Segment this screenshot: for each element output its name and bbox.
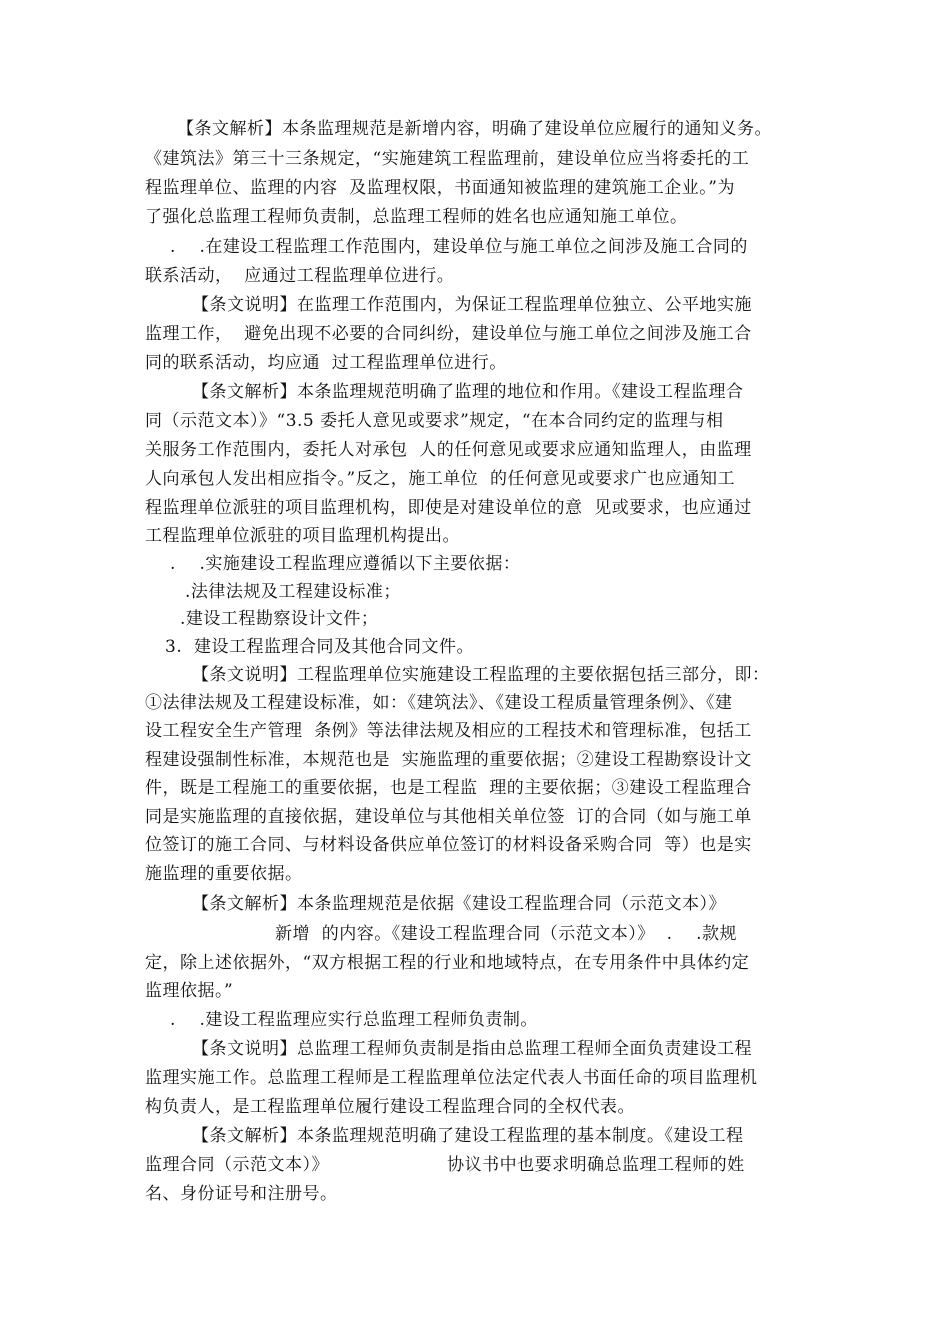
text-line: . .实施建设工程监理应遵循以下主要依据： [170,554,521,574]
text-line: 件，既是工程施工的重要依据，也是工程监 理的主要依据；③建设工程监理合 [145,778,752,798]
text-line: 定，除上述依据外，“双方根据工程的行业和地域特点，在专用条件中具体约定 [145,953,750,973]
text-line: 【条文解析】本条监理规范明确了监理的地位和作用。《建设工程监理合 [192,382,744,402]
text-line: 设工程安全生产管理 条例》等法律法规及相应的工程技术和管理标准，包括工 [145,721,752,741]
text-line: 程建设强制性标准，本规范也是 实施监理的重要依据；②建设工程勘察设计文 [145,750,752,770]
text-line: 联系活动， 应通过工程监理单位进行。 [145,266,455,286]
text-line: 程监理单位、监理的内容 及监理权限，书面通知被监理的建筑施工企业。”为 [145,178,735,198]
text-line: 【条文说明】总监理工程师负责制是指由总监理工程师全面负责建设工程 [192,1039,752,1059]
text-line: 了强化总监理工程师负责制，总监理工程师的姓名也应通知施工单位。 [145,207,688,227]
text-line: 同的联系活动，均应通 过工程监理单位进行。 [145,353,507,373]
text-line: 监理合同（示范文本）》 协议书中也要求明确总监理工程师的姓 [145,1155,745,1175]
text-line: 【条文说明】工程监理单位实施建设工程监理的主要依据包括三部分，即： [192,665,770,685]
text-line: . .在建设工程监理工作范围内，建设单位与施工单位之间涉及施工合同的 [170,237,748,257]
text-line: .法律法规及工程建设标准； [185,582,401,602]
text-line: ①法律法规及工程建设标准，如：《建筑法》、《建设工程质量管理条例》、《建 [145,693,733,713]
text-line: 【条文解析】本条监理规范是依据《建设工程监理合同（示范文本）》 [192,894,726,914]
text-line: . .建设工程监理应实行总监理工程师负责制。 [170,1010,538,1030]
text-line: 监理依据。” [145,981,234,1001]
text-line: 构负责人，是工程监理单位履行建设工程监理合同的全权代表。 [145,1097,635,1117]
text-line: 同（示范文本）》“3.5 委托人意见或要求”规定，“在本合同约定的监理与相 [145,411,724,431]
text-line: 新增 的内容。《建设工程监理合同（示范文本）》 . .款规 [275,924,738,944]
text-line: 3. 建设工程监理合同及其他合同文件。 [165,637,475,657]
text-line: 程监理单位派驻的项目监理机构，即使是对建设单位的意 见或要求，也应通过 [145,498,752,518]
text-line: 监理实施工作。总监理工程师是工程监理单位法定代表人书面任命的项目监理机 [145,1068,758,1088]
text-line: 同是实施监理的直接依据，建设单位与其他相关单位签 订的合同（如与施工单 [145,807,752,827]
text-line: .建设工程勘察设计文件； [180,609,379,629]
text-line: 名、身份证号和注册号。 [145,1184,338,1204]
text-line: 施监理的重要依据。 [145,864,303,884]
text-line: 工程监理单位派驻的项目监理机构提出。 [145,526,460,546]
text-line: 【条文解析】本条监理规范明确了建设工程监理的基本制度。《建设工程 [192,1126,744,1146]
text-line: 人向承包人发出相应指令。”反之，施工单位 的任何意见或要求广也应通知工 [145,469,735,489]
text-line: 【条文解析】本条监理规范是新增内容，明确了建设单位应履行的通知义务。 [177,119,772,139]
text-line: 《建筑法》第三十三条规定，“实施建筑工程监理前，建设单位应当将委托的工 [145,149,750,169]
text-line: 【条文说明】在监理工作范围内，为保证工程监理单位独立、公平地实施 [192,295,752,315]
text-line: 位签订的施工合同、与材料设备供应单位签订的材料设备采购合同 等）也是实 [145,835,752,855]
text-line: 监理工作， 避免出现不必要的合同纠纷，建设单位与施工单位之间涉及施工合 [145,324,752,344]
text-line: 关服务工作范围内，委托人对承包 人的任何意见或要求应通知监理人，由监理 [145,440,752,460]
